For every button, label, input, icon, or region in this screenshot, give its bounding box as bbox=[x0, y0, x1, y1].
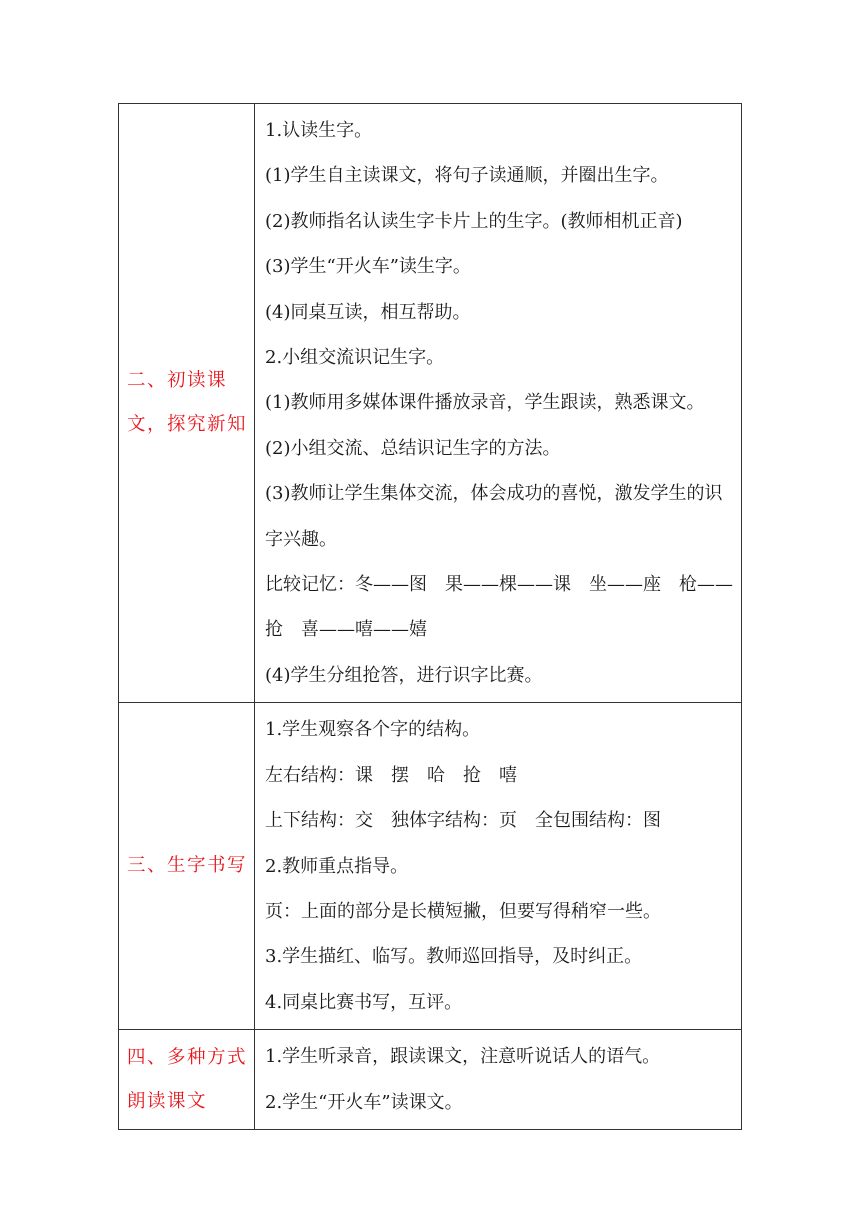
stage-cell: 四、多种方式朗读课文 bbox=[119, 1030, 255, 1130]
content-cell bbox=[255, 703, 742, 1030]
lesson-plan-table bbox=[118, 103, 742, 1130]
stage-cell: 三、生字书写 bbox=[119, 703, 255, 1030]
content-line: 2.学生“开火车”读课文。 bbox=[265, 1091, 463, 1113]
stage-cell: 二、初读课文，探究新知 bbox=[119, 104, 255, 703]
table-row bbox=[119, 703, 742, 1030]
content-line: (3)学生“开火车”读生字。 bbox=[265, 256, 471, 278]
table-row bbox=[119, 104, 742, 703]
content-line: (4)学生分组抢答，进行识字比赛。 bbox=[265, 664, 543, 686]
content-line: (2)小组交流、总结识记生字的方法。 bbox=[265, 437, 561, 459]
content-line: 1.学生观察各个字的结构。 bbox=[265, 719, 481, 741]
content-line: 上下结构：交 独体字结构：页 全包围结构：图 bbox=[265, 810, 661, 832]
content-line: 1.认读生字。 bbox=[265, 120, 373, 141]
content-line: 1.学生听录音，跟读课文，注意听说话人的语气。 bbox=[265, 1046, 661, 1068]
content-line: 4.同桌比赛书写，互评。 bbox=[265, 991, 463, 1013]
content-line: (1)教师用多媒体课件播放录音，学生跟读，熟悉课文。 bbox=[265, 392, 705, 414]
content-line: 2.教师重点指导。 bbox=[265, 855, 409, 877]
content-line: (3)教师让学生集体交流，体会成功的喜悦，激发学生的识字兴趣。 bbox=[265, 483, 723, 550]
content-line: (4)同桌互读，相互帮助。 bbox=[265, 301, 471, 323]
content-line: 左右结构：课 摆 哈 抢 嘻 bbox=[265, 764, 517, 786]
content-cell bbox=[255, 1030, 742, 1130]
content-line: 比较记忆：冬——图 果——棵——课 坐——座 枪——抢 喜——嘻——嬉 bbox=[265, 574, 733, 641]
table-row bbox=[119, 1030, 742, 1130]
content-line: 3.学生描红、临写。教师巡回指导，及时纠正。 bbox=[265, 946, 643, 968]
content-line: 页：上面的部分是长横短撇，但要写得稍窄一些。 bbox=[265, 900, 661, 922]
content-line: (1)学生自主读课文，将句子读通顺，并圈出生字。 bbox=[265, 165, 669, 187]
content-line: 2.小组交流识记生字。 bbox=[265, 347, 445, 369]
content-line: (2)教师指名认读生字卡片上的生字。(教师相机正音) bbox=[265, 210, 683, 232]
content-cell bbox=[255, 104, 742, 703]
